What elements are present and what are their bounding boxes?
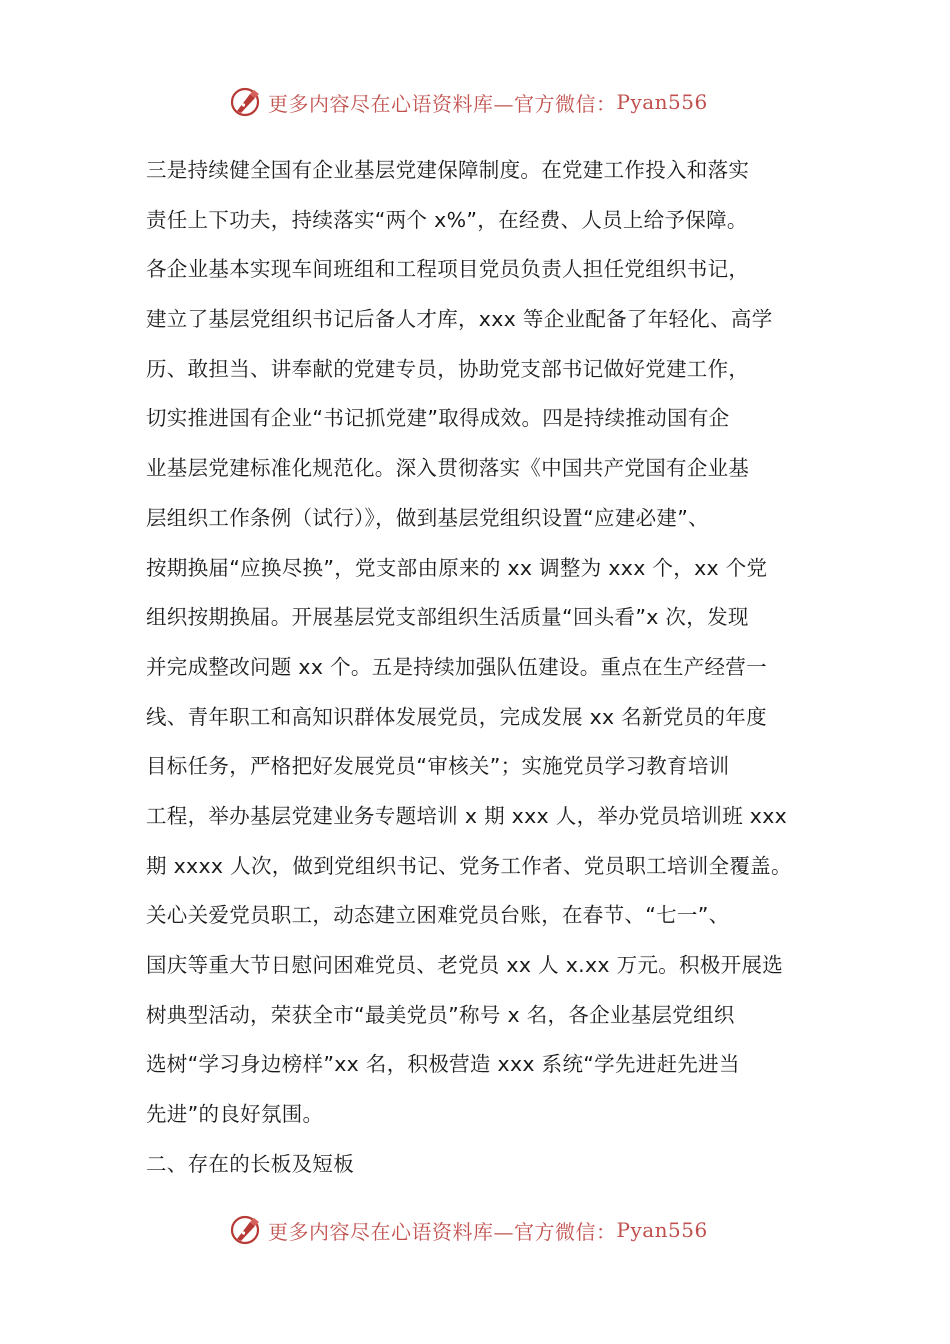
watermark-content — [228, 82, 708, 122]
body-line: 工程，举办基层党建业务专题培训 x 期 xxx 人，举办党员培训班 xxx — [146, 803, 788, 828]
body-line: 切实推进国有企业“书记抓党建”取得成效。四是持续推动国有企 — [146, 406, 730, 431]
document-body — [146, 150, 818, 1193]
body-line: 历、敢担当、讲奉献的党建专员，协助党支部书记做好党建工作， — [146, 356, 750, 381]
body-line: 线、青年职工和高知识群体发展党员，完成发展 xx 名新党员的年度 — [146, 704, 767, 729]
body-line: 三是持续健全国有企业基层党建保障制度。在党建工作投入和落实 — [146, 158, 750, 182]
body-line: 选树“学习身边榜样”xx 名，积极营造 xxx 系统“学先进赶先进当 — [146, 1052, 740, 1077]
body-line: 组织按期换届。开展基层党支部组织生活质量“回头看”x 次，发现 — [146, 605, 749, 630]
body-line: 按期换届“应换尽换”，党支部由原来的 xx 调整为 xxx 个，xx 个党 — [146, 555, 768, 580]
watermark-banner-bottom — [0, 1210, 950, 1250]
watermark-banner-top — [0, 82, 950, 122]
body-line: 目标任务，严格把好发展党员“审核关”；实施党员学习教育培训 — [146, 754, 730, 779]
pen-nib-logo-icon — [228, 84, 264, 120]
body-line: 各企业基本实现车间班组和工程项目党员负责人担任党组织书记， — [146, 257, 750, 282]
body-line: 建立了基层党组织书记后备人才库，xxx 等企业配备了年轻化、高学 — [146, 307, 773, 332]
watermark-handle: Pyan556 — [616, 90, 708, 114]
body-line: 树典型活动，荣获全市“最美党员”称号 x 名，各企业基层党组织 — [146, 1002, 735, 1027]
body-line: 责任上下功夫，持续落实“两个 x%”，在经费、人员上给予保障。 — [146, 207, 748, 232]
body-line: 并完成整改问题 xx 个。五是持续加强队伍建设。重点在生产经营一 — [146, 654, 767, 679]
body-line: 先进”的良好氛围。 — [146, 1102, 324, 1127]
body-line: 关心关爱党员职工，动态建立困难党员台账，在春节、“七一”、 — [146, 903, 730, 928]
body-line: 业基层党建标准化规范化。深入贯彻落实《中国共产党国有企业基 — [146, 456, 750, 481]
body-line: 层组织工作条例（试行）》，做到基层党组织设置“应建必建”、 — [146, 505, 709, 530]
section-heading: 二、存在的长板及短板 — [146, 1151, 354, 1176]
body-line: 国庆等重大节日慰问困难党员、老党员 xx 人 x.xx 万元。积极开展选 — [146, 953, 784, 977]
pen-nib-logo-icon — [228, 1212, 264, 1248]
body-line: 期 xxxx 人次，做到党组织书记、党务工作者、党员职工培训全覆盖。 — [146, 853, 792, 878]
watermark-content — [228, 1210, 708, 1250]
watermark-text: 更多内容尽在心语资料库—官方微信： — [268, 1219, 617, 1244]
watermark-handle: Pyan556 — [616, 1218, 708, 1242]
watermark-text: 更多内容尽在心语资料库—官方微信： — [268, 91, 617, 116]
